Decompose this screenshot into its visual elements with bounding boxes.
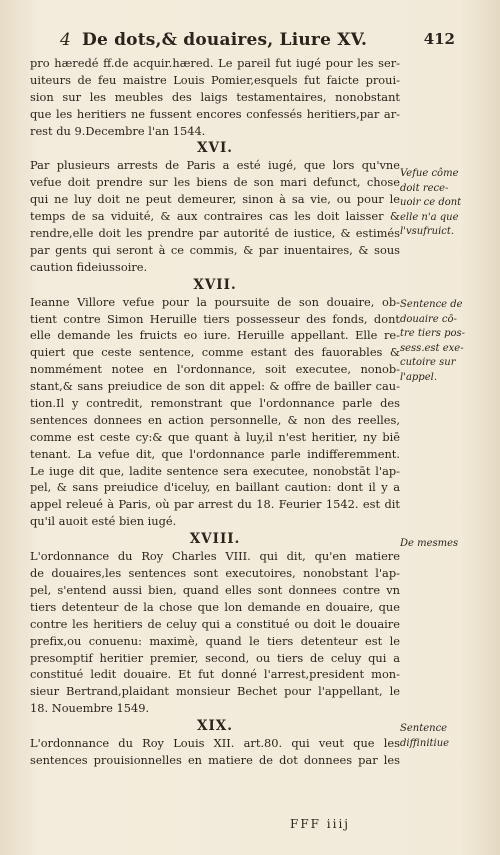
- margin-note-line: tre tiers pos-: [400, 328, 466, 339]
- article-numeral: XVII.: [193, 276, 237, 293]
- text-line: 18. Nouembre 1549.: [30, 701, 150, 716]
- text-line: uiteurs de feu maistre Louis Pomier,esquels fut faicte proui-: [30, 72, 400, 87]
- text-line: qu'il auoit esté bien iugé.: [30, 514, 177, 529]
- text-line: par gents qui seront à ce commis, & par inuentaires, & sous: [30, 242, 400, 257]
- margin-note-line: Sentence de: [400, 299, 463, 310]
- main-text: [30, 55, 400, 769]
- text-line: qui ne luy doit ne peut demeurer, sinon à sa vie, ou pour le: [30, 192, 400, 207]
- text-line: presomptif heritier premier, second, ou tiers de celuy qui a: [30, 650, 400, 665]
- text-line: constitué ledit douaire. Et fut donné l'arrest,president mon-: [30, 667, 400, 682]
- text-line: tenant. La vefue dit, que l'ordonnance parle indifferemment.: [30, 446, 400, 461]
- text-line: L'ordonnance du Roy Charles VIII. qui dit, qu'en matiere: [30, 549, 400, 564]
- text-line: rendre,elle doit les prendre par autorité de iustice, & estimés: [30, 226, 400, 241]
- margin-note-line: sess.est exe-: [400, 342, 464, 354]
- text-line: vefue doit prendre sur les biens de son mari defunct, chose: [30, 175, 400, 190]
- margin-note-line: doit rece-: [400, 182, 449, 194]
- text-line: sion sur les meubles des laigs testamentaires, nonobstant: [30, 89, 400, 104]
- text-line: comme est ceste cy:& que quant à luy,il n'est heritier, ny biē: [30, 429, 400, 444]
- margin-note-line: elle n'a que: [400, 211, 459, 223]
- text-line: contre les heritiers de celuy qui a constitué ou doit le douaire: [30, 616, 400, 631]
- margin-note: [400, 167, 476, 240]
- text-line: prefix,ou conuenu: maximè, quand le tiers detenteur est le: [30, 633, 400, 648]
- text-line: pro hæredé ff.de acquir.hæred. Le pareil fut iugé pour les ser-: [30, 56, 400, 70]
- margin-note-line: uoir ce dont: [400, 197, 462, 208]
- text-line: appel releué à Paris, où par arrest du 18. Feurier 1542. est dit: [30, 497, 400, 512]
- text-line: temps de sa viduité, & aux contraires cas les doit laisser &: [30, 209, 400, 224]
- text-line: que les heritiers ne fussent encores confessés heritiers,par ar-: [30, 106, 400, 121]
- article-numeral: XVIII.: [189, 531, 241, 548]
- text-line: quiert que ceste sentence, comme estant des fauorables &: [30, 345, 400, 360]
- text-line: tiers detenteur de la chose que lon demande en douaire, que: [30, 599, 400, 614]
- text-line: pel, & sans preiudice d'iceluy, en baillant caution: dont il y a: [30, 480, 400, 495]
- margin-note-line: l'appel.: [400, 371, 438, 383]
- text-line: de douaires,les sentences sont executoires, nonobstant l'ap-: [30, 566, 400, 581]
- folio-number: 412: [423, 30, 455, 48]
- text-line: stant,& sans preiudice de son dit appel: & offre de bailler cau-: [30, 379, 400, 394]
- margin-note-line: douaire cō-: [400, 313, 457, 325]
- margin-note-line: De mesmes: [400, 538, 459, 549]
- text-line: Par plusieurs arrests de Paris a esté iugé, que lors qu'vne: [30, 158, 400, 173]
- text-line: sentences donnees en action personnelle, & non des reelles,: [30, 412, 400, 427]
- margin-note-line: l'vsufruict.: [400, 226, 455, 237]
- text-line: L'ordonnance du Roy Louis XII. art.80. qui veut que les: [30, 736, 400, 751]
- text-line: sieur Bertrand,plaidant monsieur Bechet pour l'appellant, le: [30, 684, 400, 699]
- text-line: elle demande les fruicts eo iure. Heruille appellant. Elle re-: [30, 328, 400, 343]
- article-numeral: XIX.: [197, 718, 233, 735]
- text-line: caution fideiussoire.: [30, 259, 148, 274]
- margin-note-line: Vefue côme: [400, 168, 459, 179]
- text-line: rest du 9.Decembre l'an 1544.: [30, 123, 206, 138]
- text-line: pel, s'entend aussi bien, quand elles sont donnees contre vn: [30, 582, 400, 597]
- text-line: sentences prouisionnelles en matiere de dot donnees par les: [30, 752, 400, 767]
- signature-mark: FFF iiij: [290, 817, 351, 831]
- text-line: nommément notee en l'ordonnance, soit executee, nonob-: [30, 362, 400, 377]
- margin-note: [400, 298, 476, 385]
- text-line: Ieanne Villore vefue pour la poursuite de son douaire, ob-: [30, 294, 400, 309]
- text-line: Le iuge dit que, ladite sentence sera executee, nonobstāt l'ap-: [30, 463, 400, 478]
- running-header: [60, 30, 455, 52]
- margin-note: [400, 537, 476, 552]
- margin-note-line: diffinitiue: [400, 737, 450, 749]
- margin-note: [400, 722, 476, 751]
- margin-note-line: Sentence: [400, 723, 448, 734]
- running-title: De dots,& douaires, Liure XV.: [82, 30, 368, 50]
- text-line: tion.Il y contredit, remonstrant que l'ordonnance parle des: [30, 396, 400, 411]
- text-line: tient contre Simon Heruille tiers possesseur des fonds, dont: [30, 311, 400, 326]
- chapter-number: 4: [60, 30, 71, 50]
- article-numeral: XVI.: [197, 140, 233, 157]
- margin-note-line: cutoire sur: [400, 357, 456, 368]
